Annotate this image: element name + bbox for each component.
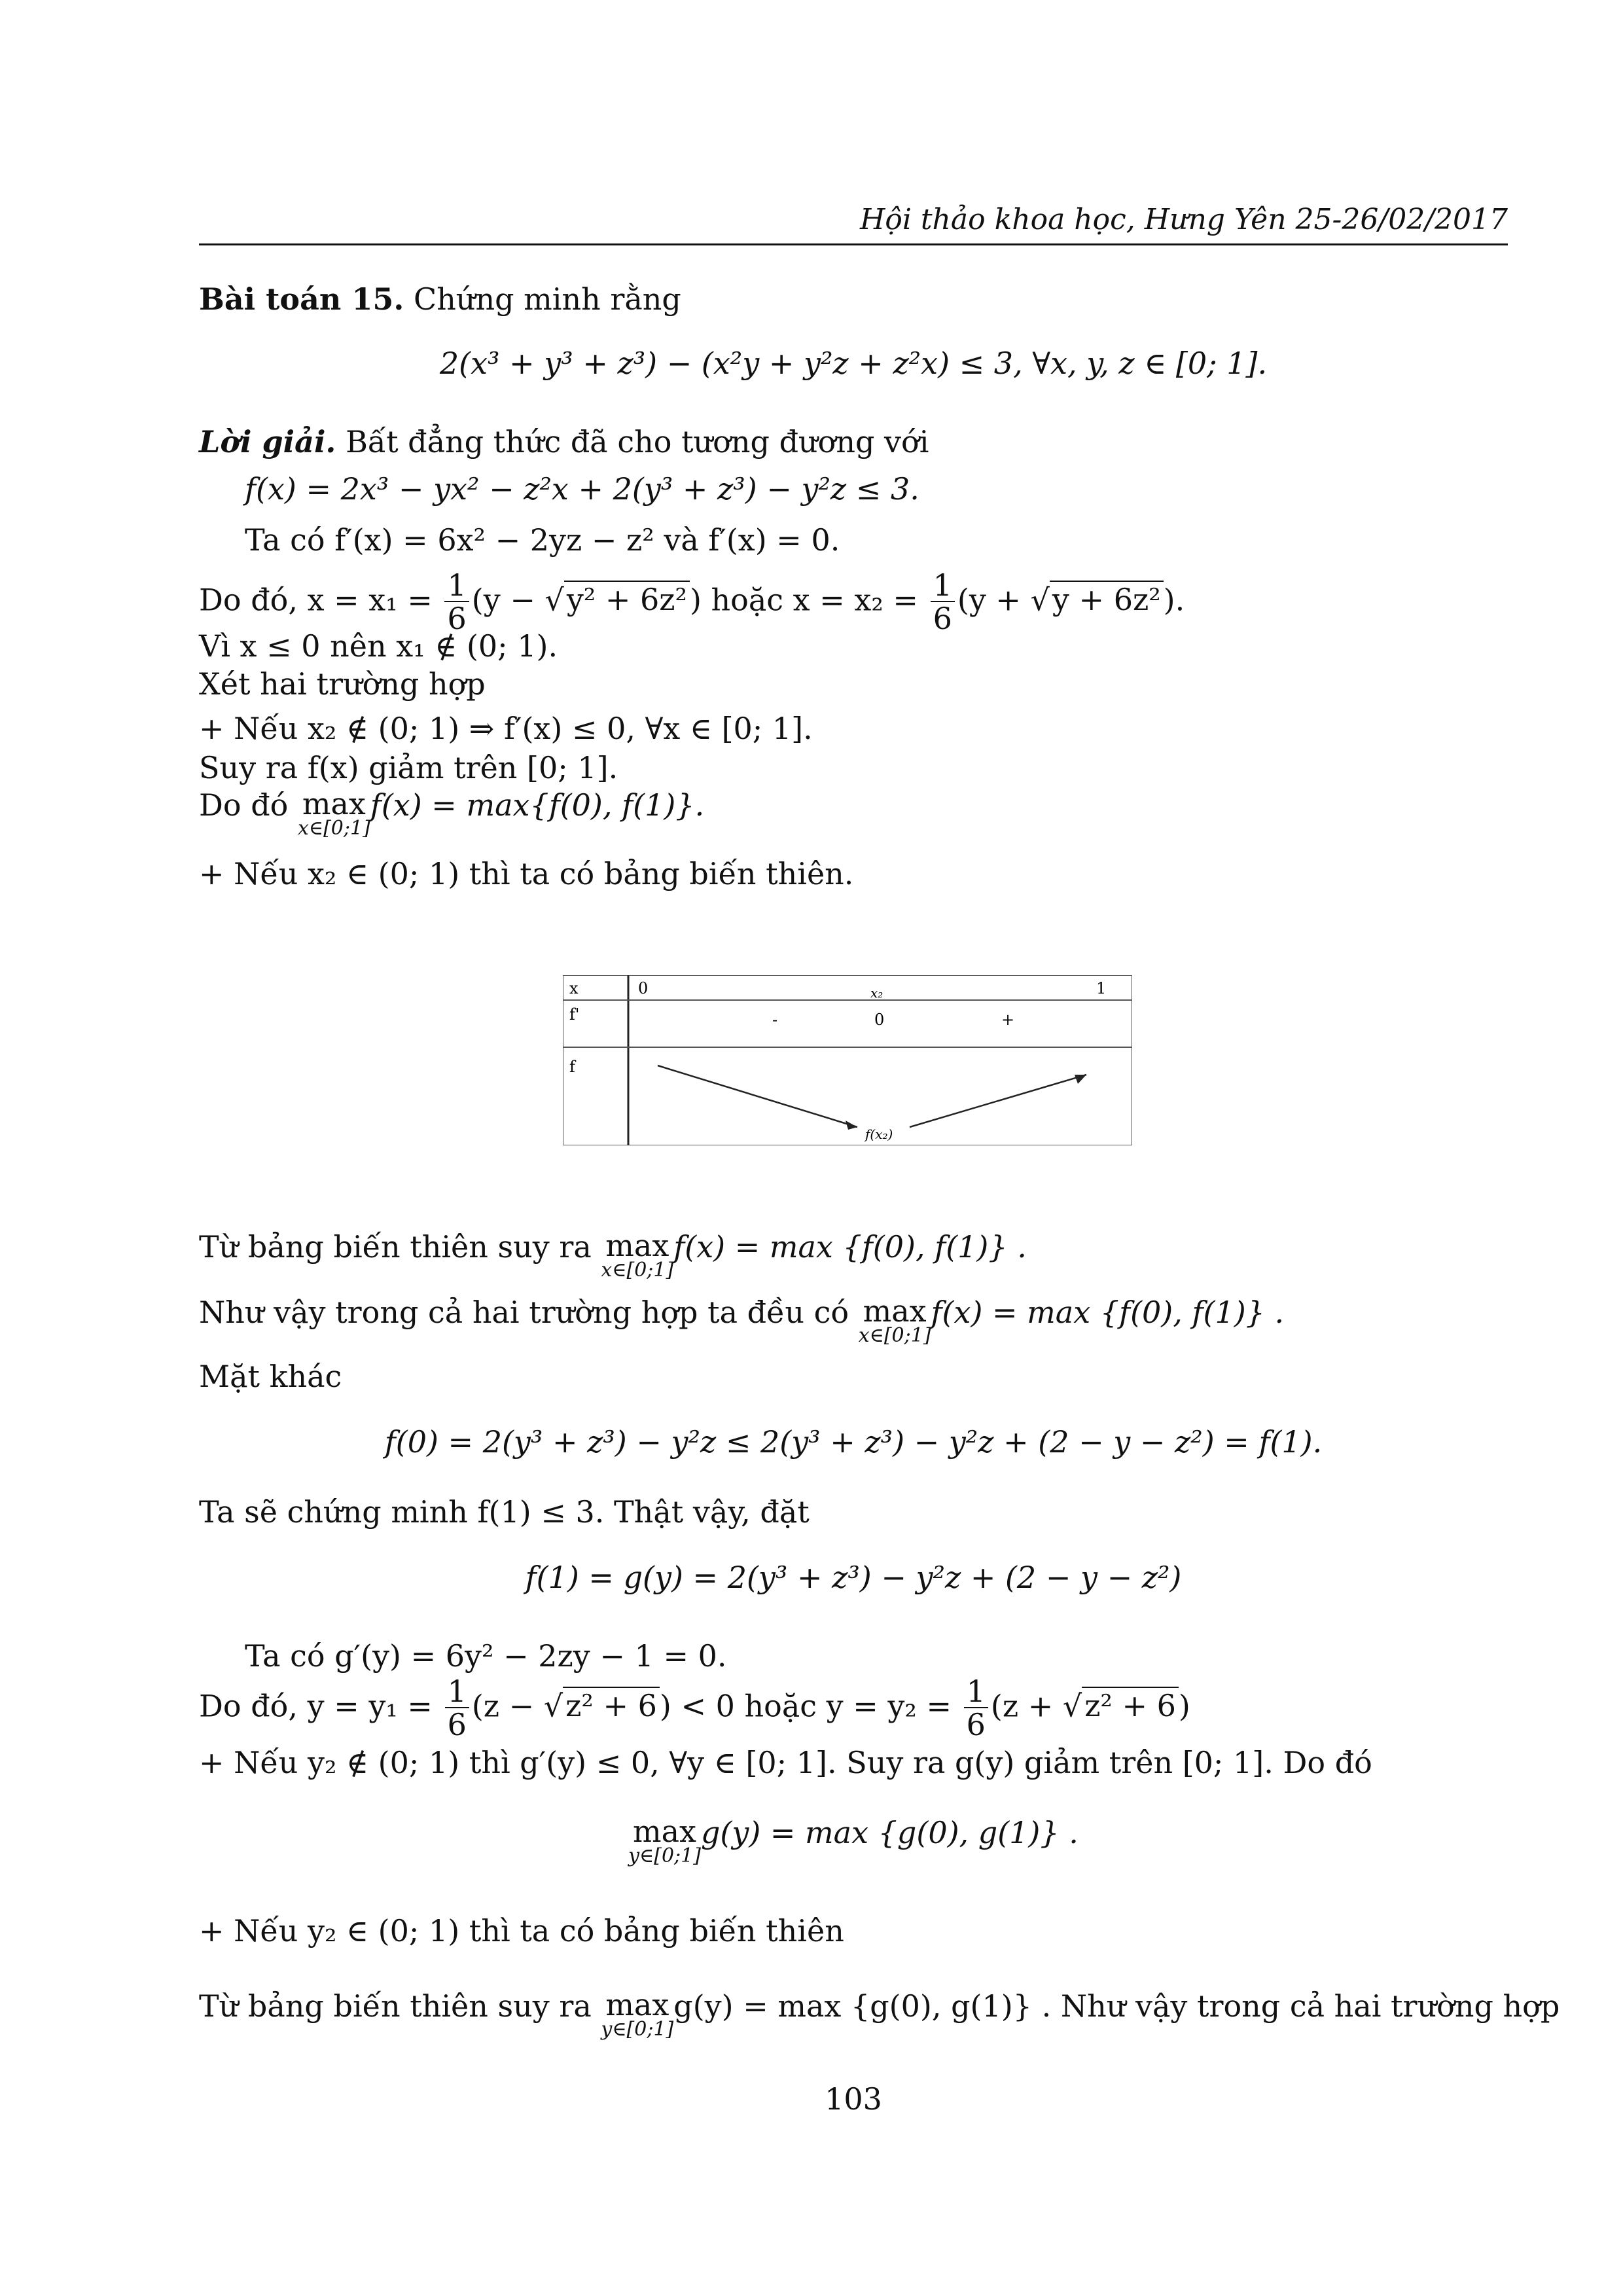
max-subscript-4: y∈[0;1]: [628, 1844, 701, 1867]
max-operator-3: [858, 1293, 931, 1347]
roots-y-text-b: (z − √: [471, 1688, 563, 1724]
increasing-arrowhead: [1075, 1075, 1086, 1084]
main-inequality: 2(x³ + y³ + z³) − (x²y + y²z + z²x) ≤ 3, ∀x, y, z ∈ [0; 1].: [439, 346, 1268, 381]
frac-num: 1: [444, 569, 469, 602]
f-min-label: f(x₂): [865, 1126, 893, 1142]
solution-line-8: Suy ra f(x) giảm trên [0; 1].: [199, 750, 618, 785]
frac-den-3: 6: [447, 1707, 467, 1743]
solution-line-16: f(1) = g(y) = 2(y³ + z³) − y²z + (2 − y − z²): [525, 1560, 1182, 1595]
solution-line-6: Xét hai trường hợp: [199, 666, 486, 702]
solution-line-9: [199, 786, 705, 840]
roots-y-text-c: ) < 0 hoặc y = y₂ =: [659, 1688, 952, 1724]
max-word-4: max: [633, 1814, 696, 1849]
conclusion-expr-2: f(x) = max {f(0), f(1)} .: [931, 1295, 1285, 1330]
fraction-one-sixth-3: [445, 1676, 469, 1742]
max-subscript: x∈[0;1]: [297, 817, 370, 840]
roots-y-text-a: Do đó, y = y₁ =: [199, 1688, 433, 1724]
conclusion-text-c: Từ bảng biến thiên suy ra: [199, 1988, 592, 2024]
solution-line-22: [199, 1987, 1560, 2041]
solution-line-15: Ta sẽ chứng minh f(1) ≤ 3. Thật vậy, đặt: [199, 1494, 810, 1530]
max-word-5: max: [605, 1987, 669, 2022]
solution-line-2: f(x) = 2x³ − yx² − z²x + 2(y³ + z³) − y²z ≤ 3.: [245, 471, 919, 507]
sqrt-radicand-2: y + 6z²: [1050, 581, 1164, 617]
sqrt-radicand-3: z² + 6: [563, 1687, 660, 1723]
max-operator: [297, 786, 370, 840]
max-operator-5: [601, 1987, 674, 2041]
solution-line-10: + Nếu x₂ ∈ (0; 1) thì ta có bảng biến thiên.: [199, 856, 854, 891]
frac-den-4: 6: [966, 1707, 986, 1743]
header-rule: [199, 243, 1508, 245]
decreasing-arrow: [658, 1066, 857, 1127]
conclusion-text-b: Như vậy trong cả hai trường hợp ta đều có: [199, 1295, 849, 1330]
roots-x-text-d: (y + √: [957, 582, 1050, 618]
conclusion-text-a: Từ bảng biến thiên suy ra: [199, 1229, 592, 1265]
solution-line-4: [199, 569, 1185, 636]
fraction-one-sixth: [444, 569, 469, 636]
problem-statement: [199, 283, 681, 316]
sign-right: +: [1001, 1011, 1015, 1029]
frac-num-2: 1: [931, 569, 955, 602]
solution-line-5: Vì x ≤ 0 nên x₁ ∉ (0; 1).: [199, 628, 558, 664]
solution-line-20: [199, 1816, 1508, 1866]
max-operator-2: [601, 1230, 673, 1280]
row-label-f: f: [569, 1058, 575, 1076]
increasing-arrow: [910, 1075, 1086, 1127]
decreasing-arrowhead: [846, 1121, 857, 1130]
solution-line-14: f(0) = 2(y³ + z³) − y²z ≤ 2(y³ + z³) − y²z + (2 − y − z²) = f(1).: [384, 1424, 1323, 1460]
conclusion-expr-3: g(y) = max {g(0), g(1)} . Như vậy trong cả hai trường hợp: [673, 1988, 1560, 2024]
frac-num-3: 1: [445, 1676, 469, 1708]
sign-left: -: [772, 1011, 778, 1029]
x-mid: x₂: [870, 985, 883, 1001]
x-end: 1: [1096, 979, 1107, 997]
solution-line-1: [199, 425, 929, 459]
sqrt-radicand-4: z² + 6: [1082, 1687, 1179, 1723]
do-do-text: Do đó: [199, 787, 289, 823]
solution-line-12: [199, 1293, 1285, 1347]
sqrt-radicand-1: y² + 6z²: [564, 581, 690, 617]
variation-table: [563, 975, 1132, 1145]
solution-line-19: + Nếu y₂ ∉ (0; 1) thì g′(y) ≤ 0, ∀y ∈ [0; 1]. Suy ra g(y) giảm trên [0; 1]. Do đó: [199, 1745, 1372, 1780]
roots-x-text-a: Do đó, x = x₁ =: [199, 582, 433, 618]
max-g-expression: g(y) = max {g(0), g(1)} .: [700, 1815, 1079, 1850]
solution-line-17: Ta có g′(y) = 6y² − 2zy − 1 = 0.: [245, 1638, 727, 1674]
max-subscript-2: x∈[0;1]: [601, 1259, 674, 1282]
running-header: Hội thảo khoa học, Hưng Yên 25-26/02/2017: [859, 203, 1508, 236]
solution-line-18: [199, 1676, 1190, 1742]
sign-zero: 0: [874, 1011, 885, 1029]
row-label-fprime: f': [569, 1005, 580, 1024]
fraction-one-sixth-2: [931, 569, 955, 636]
max-word-3: max: [863, 1293, 927, 1329]
x-start: 0: [638, 979, 649, 997]
max-subscript-5: y∈[0;1]: [601, 2018, 674, 2041]
solution-text-1: Bất đẳng thức đã cho tương đương với: [346, 424, 929, 459]
solution-line-7: + Nếu x₂ ∉ (0; 1) ⇒ f′(x) ≤ 0, ∀x ∈ [0; 1].: [199, 711, 813, 746]
max-word-2: max: [605, 1228, 669, 1263]
page-number: 103: [825, 2081, 882, 2117]
max-word: max: [302, 786, 366, 821]
conclusion-expr-1: f(x) = max {f(0), f(1)} .: [673, 1229, 1027, 1265]
roots-y-text-e: ): [1178, 1688, 1190, 1724]
solution-line-3: Ta có f′(x) = 6x² − 2yz − z² và f′(x) = 0.: [245, 522, 840, 558]
roots-x-text-c: ) hoặc x = x₂ =: [689, 582, 918, 618]
fraction-one-sixth-4: [964, 1676, 988, 1742]
frac-num-4: 1: [964, 1676, 988, 1708]
solution-label: Lời giải.: [199, 424, 336, 459]
max-operator-4: [628, 1816, 701, 1866]
frac-den-2: 6: [933, 601, 952, 637]
frac-den: 6: [447, 601, 467, 637]
problem-intro: Chứng minh rằng: [414, 281, 681, 317]
max-expression: f(x) = max{f(0), f(1)}.: [370, 787, 705, 823]
solution-line-11: [199, 1230, 1027, 1280]
problem-label: Bài toán 15.: [199, 281, 404, 317]
solution-line-21: + Nếu y₂ ∈ (0; 1) thì ta có bảng biến thiên: [199, 1913, 844, 1948]
roots-x-text-b: (y − √: [471, 582, 564, 618]
row-label-x: x: [569, 979, 579, 997]
roots-y-text-d: (z + √: [990, 1688, 1082, 1724]
solution-line-13: Mặt khác: [199, 1359, 342, 1394]
max-subscript-3: x∈[0;1]: [858, 1324, 931, 1347]
roots-x-text-e: ).: [1163, 582, 1185, 618]
